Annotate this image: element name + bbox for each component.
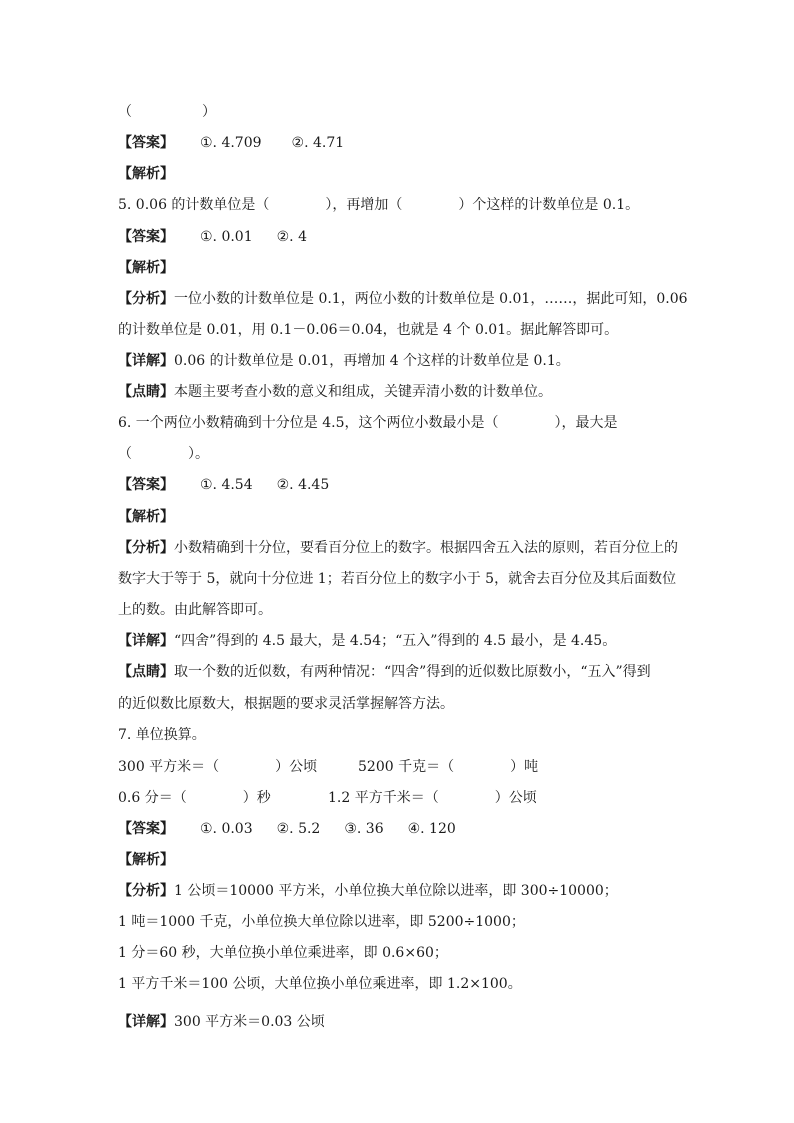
analysis-heading — [118, 507, 174, 527]
label: 【分析】 — [118, 883, 174, 899]
detail-paragraph — [118, 631, 616, 651]
text: 本题主要考查小数的意义和组成，关键弄清小数的计数单位。 — [174, 384, 552, 400]
label: 【详解】 — [118, 353, 174, 369]
text: 1 公顷＝10000 平方米，小单位换大单位除以进率，即 300÷10000； — [174, 883, 618, 899]
text: 【解析】 — [118, 166, 174, 182]
answer-item: ③. 36 — [344, 821, 384, 837]
question-6 — [118, 413, 618, 433]
answer-item: ①. 0.03 — [200, 821, 253, 837]
answer-item: ①. 4.709 — [200, 135, 262, 151]
text: “四舍”得到的 4.5 最大，是 4.54；“五入”得到的 4.5 最小，是 4.45。 — [174, 633, 617, 649]
text: 0.06 的计数单位是 0.01，再增加 4 个这样的计数单位是 0.1。 — [174, 353, 570, 369]
text: 7. 单位换算。 — [118, 727, 206, 743]
analysis-paragraph — [118, 289, 688, 309]
text: 6. 一个两位小数精确到十分位是 4.5，这个两位小数最小是（ ），最大是 — [118, 415, 618, 431]
conversion-item — [328, 788, 537, 808]
text: 【解析】 — [118, 509, 174, 525]
answer-row — [118, 227, 307, 247]
analysis-paragraph — [118, 881, 618, 901]
answer-row — [118, 819, 456, 839]
label: 【详解】 — [118, 1014, 174, 1030]
detail-paragraph — [118, 351, 570, 371]
text: （ ）。 — [118, 446, 209, 462]
text: 5. 0.06 的计数单位是（ ），再增加（ ）个这样的计数单位是 0.1。 — [118, 197, 640, 213]
text: 的近似数比原数大，根据题的要求灵活掌握解答方法。 — [118, 696, 454, 712]
paragraph-line — [118, 694, 454, 714]
question-7 — [118, 725, 206, 745]
text: 取一个数的近似数，有两种情况：“四舍”得到的近似数比原数小，“五入”得到 — [174, 664, 651, 680]
paragraph-line — [118, 569, 676, 589]
text: 300 平方米＝（ ）公顷 — [118, 759, 318, 775]
answer-item: ②. 4.71 — [291, 135, 345, 151]
text: 一位小数的计数单位是 0.1，两位小数的计数单位是 0.01，……，据此可知，0.06 — [174, 291, 688, 307]
text: 0.6 分＝（ ）秒 — [118, 790, 271, 806]
conversion-item — [358, 757, 538, 777]
text: 1.2 平方千米＝（ ）公顷 — [328, 790, 537, 806]
paragraph-line — [118, 943, 448, 963]
label: 【分析】 — [118, 540, 174, 556]
text: 数字大于等于 5，就向十分位进 1；若百分位上的数字小于 5，就舍去百分位及其后面数位 — [118, 571, 677, 587]
answer-item: ②. 4.45 — [276, 477, 330, 493]
blank-parentheses — [118, 102, 216, 122]
text: 5200 千克＝（ ）吨 — [358, 759, 539, 775]
analysis-heading — [118, 258, 174, 278]
analysis-heading — [118, 850, 174, 870]
detail-paragraph — [118, 1012, 325, 1032]
text: 1 平方千米＝100 公顷，大单位换小单位乘进率，即 1.2×100。 — [118, 976, 522, 992]
text: 【解析】 — [118, 852, 174, 868]
text: 【解析】 — [118, 260, 174, 276]
answer-tag: 【答案】 — [118, 821, 174, 837]
answer-tag: 【答案】 — [118, 135, 174, 151]
answer-row — [118, 133, 344, 153]
answer-tag: 【答案】 — [118, 477, 174, 493]
conversion-item — [118, 788, 271, 808]
label: 【详解】 — [118, 633, 174, 649]
answer-item: ②. 4 — [276, 229, 307, 245]
answer-item: ④. 120 — [407, 821, 456, 837]
comment-paragraph — [118, 382, 552, 402]
question-5 — [118, 195, 639, 215]
label: 【分析】 — [118, 291, 174, 307]
analysis-heading — [118, 164, 174, 184]
comment-paragraph — [118, 662, 651, 682]
text: 的计数单位是 0.01，用 0.1－0.06＝0.04，也就是 4 个 0.01。据此解答即可。 — [118, 322, 619, 338]
paragraph-line — [118, 444, 209, 464]
text: 300 平方米＝0.03 公顷 — [174, 1014, 325, 1030]
text: 小数精确到十分位，要看百分位上的数字。根据四舍五入法的原则，若百分位上的 — [174, 540, 678, 556]
label: 【点睛】 — [118, 664, 174, 680]
text: 1 吨＝1000 千克，小单位换大单位除以进率，即 5200÷1000； — [118, 914, 525, 930]
text: 1 分＝60 秒，大单位换小单位乘进率，即 0.6×60； — [118, 945, 448, 961]
conversion-item — [118, 757, 317, 777]
analysis-paragraph — [118, 538, 678, 558]
paragraph-line — [118, 912, 525, 932]
label: 【点睛】 — [118, 384, 174, 400]
answer-row — [118, 475, 329, 495]
paragraph-line — [118, 600, 272, 620]
answer-item: ①. 4.54 — [200, 477, 253, 493]
answer-item: ②. 5.2 — [276, 821, 321, 837]
answer-item: ①. 0.01 — [200, 229, 253, 245]
text: 上的数。由此解答即可。 — [118, 602, 272, 618]
answer-tag: 【答案】 — [118, 229, 174, 245]
paragraph-line — [118, 320, 618, 340]
text: （ ） — [118, 104, 216, 120]
paragraph-line — [118, 974, 522, 994]
